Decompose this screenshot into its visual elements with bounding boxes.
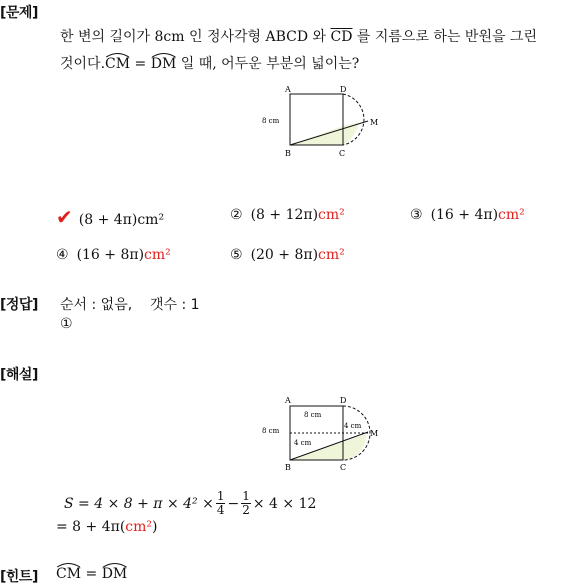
- option-text: (8 + 4π)cm²: [78, 212, 165, 228]
- hint-text: [56, 566, 127, 582]
- denominator: 2: [242, 503, 250, 517]
- answer-choice: ①: [60, 316, 73, 332]
- denominator: 4: [216, 503, 225, 517]
- label-m: M: [370, 429, 379, 438]
- label-d: D: [340, 85, 347, 94]
- problem-line-1: [60, 26, 537, 46]
- arc-cm-text: CM: [105, 56, 131, 72]
- answer-label: [정답]: [0, 297, 38, 313]
- formula-unit: cm²: [125, 519, 153, 535]
- arc-cm: [56, 566, 81, 582]
- arc-cm-text: CM: [56, 566, 82, 582]
- shaded-segment: [343, 434, 366, 460]
- formula-text: = 8 + 4π(: [56, 519, 126, 535]
- circled-3-icon: ③: [410, 207, 423, 223]
- label-radius: 4 cm: [344, 422, 362, 430]
- problem-text: 것이다.: [60, 56, 106, 72]
- formula-text: × 4 × 12: [252, 495, 317, 512]
- option-2[interactable]: [230, 207, 345, 223]
- label-side: 8 cm: [262, 117, 280, 125]
- label-a: A: [285, 396, 291, 405]
- label-side: 8 cm: [262, 427, 280, 435]
- segment-cd: $\overline{CD}$: [330, 29, 353, 45]
- arc-dm-text: DM: [101, 566, 128, 582]
- option-unit: cm²: [498, 207, 525, 223]
- check-icon: ✔: [56, 205, 73, 229]
- hint-label: [힌트]: [0, 569, 38, 585]
- numerator: 1: [242, 489, 250, 503]
- option-1[interactable]: [56, 205, 164, 229]
- option-unit: cm²: [318, 207, 345, 223]
- problem-text: 한 변의 길이가 8cm 인 정사각형 ABCD 와: [60, 29, 331, 45]
- label-c: C: [339, 149, 346, 158]
- label-b: B: [285, 463, 291, 472]
- arc-dm-text: DM: [150, 56, 177, 72]
- formula-text: −: [227, 495, 240, 512]
- arc-dm: [151, 56, 177, 72]
- figure-square-semicircle: [258, 84, 388, 164]
- label-b: B: [285, 149, 291, 158]
- option-unit: cm²: [144, 247, 171, 263]
- option-text: (16 + 4π): [430, 207, 499, 223]
- option-5[interactable]: [230, 247, 345, 263]
- label-top: 8 cm: [304, 411, 322, 419]
- label-d: D: [340, 396, 347, 405]
- circled-5-icon: ⑤: [230, 247, 243, 263]
- arc-cm: [105, 56, 130, 72]
- explanation-line-2: [56, 519, 158, 535]
- equals: =: [81, 566, 102, 582]
- circled-4-icon: ④: [56, 247, 69, 263]
- explanation-label: [해설]: [0, 367, 38, 383]
- option-text: (20 + 8π): [250, 247, 319, 263]
- equals: =: [130, 56, 151, 72]
- circled-2-icon: ②: [230, 207, 243, 223]
- fraction-1-2: [241, 490, 251, 517]
- problem-text: 를 지름으로 하는 반원을 그린: [352, 29, 537, 45]
- formula-text: S = 4 × 8 + π × 4² ×: [64, 495, 214, 512]
- answer-info: 순서 : 없음, 갯수 : 1: [60, 297, 200, 313]
- fraction-1-4: [216, 490, 226, 517]
- option-text: (16 + 8π): [76, 247, 145, 263]
- problem-label: [문제]: [0, 5, 38, 21]
- option-text: (8 + 12π): [250, 207, 319, 223]
- option-4[interactable]: [56, 247, 171, 263]
- label-m: M: [370, 118, 379, 127]
- label-a: A: [285, 85, 291, 94]
- formula-text: ): [152, 519, 158, 535]
- figure-explanation: [258, 392, 388, 472]
- option-unit: cm²: [318, 247, 345, 263]
- explanation-line-1: [64, 490, 316, 517]
- label-small: 4 cm: [294, 439, 312, 447]
- numerator: 1: [216, 489, 225, 503]
- problem-text: 일 때, 어두운 부분의 넓이는?: [176, 56, 360, 72]
- option-3[interactable]: [410, 207, 525, 223]
- problem-line-2: [60, 53, 359, 73]
- label-c: C: [340, 463, 347, 472]
- arc-dm: [102, 566, 128, 582]
